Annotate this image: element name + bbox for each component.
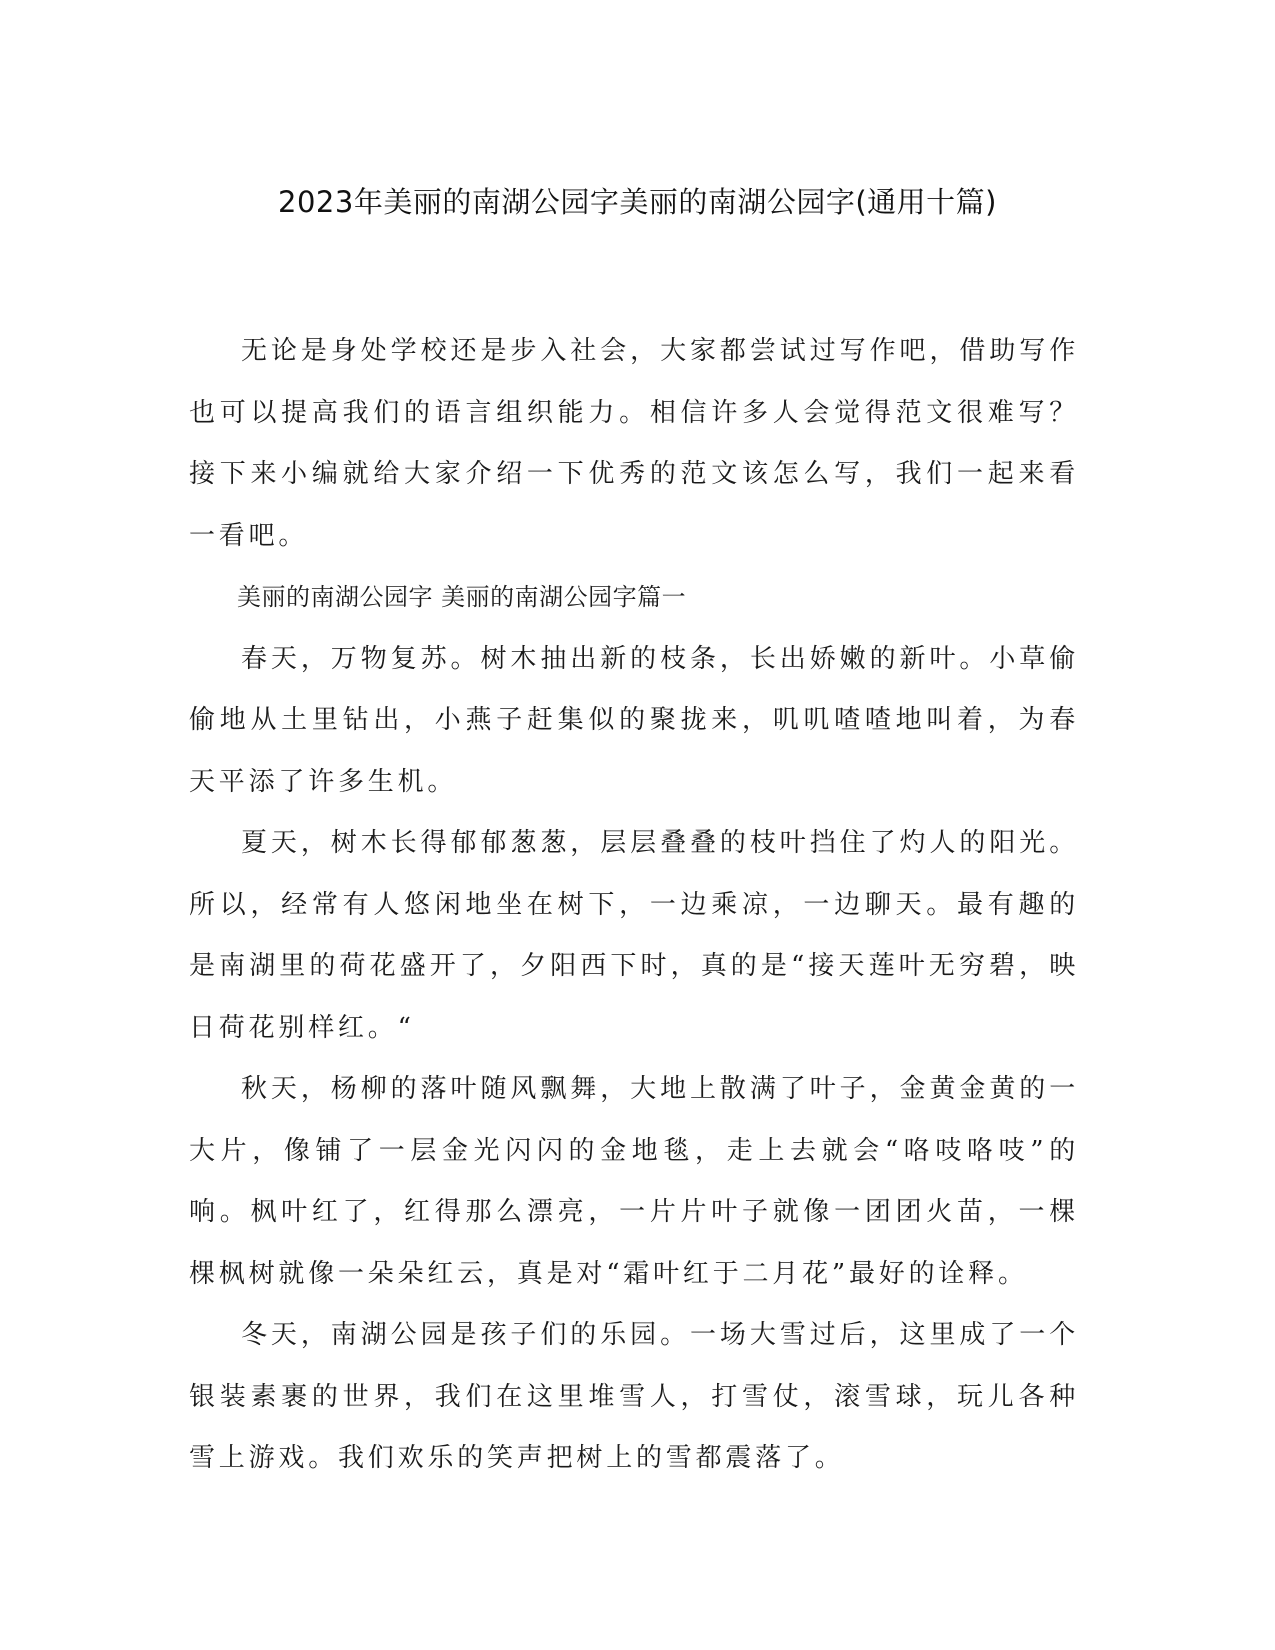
spring-paragraph: 春天，万物复苏。树木抽出新的枝条，长出娇嫩的新叶。小草偷偷地从土里钻出，小燕子赶集似的聚拢来，叽叽喳喳地叫着，为春天平添了许多生机。 [189, 643, 1079, 797]
winter-paragraph: 冬天，南湖公园是孩子们的乐园。一场大雪过后，这里成了一个银装素裹的世界，我们在这里堆雪人，打雪仗，滚雪球，玩儿各种雪上游戏。我们欢乐的笑声把树上的雪都震落了。 [189, 1320, 1079, 1473]
intro-paragraph: 无论是身处学校还是步入社会，大家都尝试过写作吧，借助写作也可以提高我们的语言组织能力。相信许多人会觉得范文很难写？接下来小编就给大家介绍一下优秀的范文该怎么写，我们一起来看一看吧。 [189, 336, 1079, 551]
autumn-paragraph: 秋天，杨柳的落叶随风飘舞，大地上散满了叶子，金黄金黄的一大片，像铺了一层金光闪闪的金地毯，走上去就会“咯吱咯吱”的响。枫叶红了，红得那么漂亮，一片片叶子就像一团团火苗，一棵棵枫树就像一朵朵红云，真是对“霜叶红于二月花”最好的诠释。 [189, 1074, 1079, 1289]
section-heading: 美丽的南湖公园字 美丽的南湖公园字篇一 [237, 583, 687, 611]
summer-paragraph: 夏天，树木长得郁郁葱葱，层层叠叠的枝叶挡住了灼人的阳光。所以，经常有人悠闲地坐在树下，一边乘凉，一边聊天。最有趣的是南湖里的荷花盛开了，夕阳西下时，真的是“接天莲叶无穷碧，映日荷花别样红。“ [189, 828, 1079, 1043]
document-title: 2023年美丽的南湖公园字美丽的南湖公园字(通用十篇) [278, 185, 997, 219]
document-body [189, 321, 1079, 1490]
